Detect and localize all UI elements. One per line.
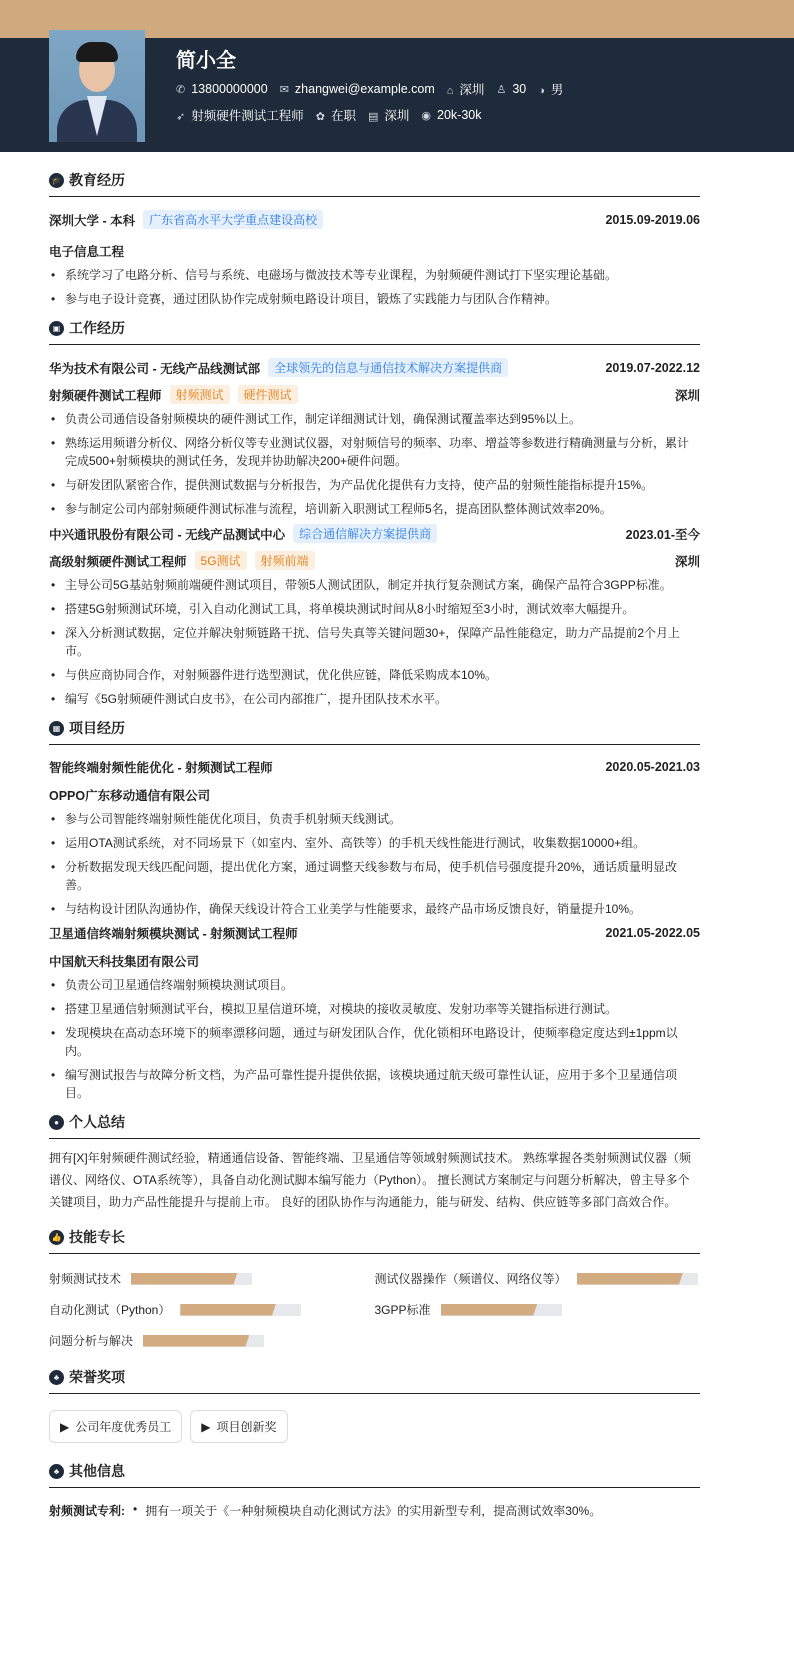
skill-bar	[143, 1335, 264, 1347]
company-tag: 全球领先的信息与通信技术解决方案提供商	[268, 358, 508, 377]
user-icon: ●	[49, 1115, 64, 1130]
projects-section	[49, 718, 700, 1102]
phone-icon: ✆	[176, 84, 186, 96]
award-label: 项目创新奖	[216, 1420, 277, 1434]
date: 2020.05-2021.03	[605, 760, 700, 774]
skill-bar	[180, 1304, 301, 1316]
skill-tag: 射频前端	[255, 551, 315, 570]
section-title: 项目经历	[69, 720, 125, 736]
briefcase-icon: ▣	[49, 321, 64, 336]
award-item	[190, 1410, 287, 1443]
age-icon: ♙	[496, 84, 507, 96]
list-item: • 熟练运用频谱分析仪、网络分析仪等专业测试仪器，对射频信号的频率、功率、增益等参数进行精确测量与分析，累计完成500+射频模块的测试任务，发现并协助解决200+硬件问题。	[49, 434, 700, 470]
skill-item	[49, 1301, 375, 1318]
skill-bar	[131, 1273, 252, 1285]
grid-icon: ▦	[49, 721, 64, 736]
skill-item	[375, 1301, 701, 1318]
list-item: • 发现模块在高动态环境下的频率漂移问题，通过与研发团队合作，优化锁相环电路设计，使频率稳定度达到±1ppm以内。	[49, 1024, 700, 1060]
list-item: • 搭建卫星通信射频测试平台，模拟卫星信道环境，对模块的接收灵敏度、发射功率等关键指标进行测试。	[49, 1000, 700, 1018]
skill-name: 问题分析与解决	[49, 1334, 134, 1348]
project-org: OPPO广东移动通信有限公司	[49, 789, 211, 803]
list-item: • 与结构设计团队沟通协作，确保天线设计符合工业美学与性能要求，最终产品市场反馈良好，销量提升10%。	[49, 900, 700, 918]
summary-text: 拥有[X]年射频硬件测试经验，精通通信设备、智能终端、卫星通信等领域射频测试技术。 熟练掌握各类射频测试仪器（频谱仪、网络仪、OTA系统等），具备自动化测试脚本编写能力（Python）。 擅长测试方案制定与问题分析解决，曾主导多个关键项目，助力产品性能提升与提前上市。 良好的团队协作与沟通能力，能与研发、结构、供应链等多部门高效合作。	[49, 1151, 692, 1209]
resume-body	[49, 170, 700, 1519]
list-item: • 与研发团队紧密合作，提供测试数据与分析报告，为产品优化提供有力支持，使产品的射频性能指标提升15%。	[49, 476, 700, 494]
list-item: • 运用OTA测试系统，对不同场景下（如室内、室外、高铁等）的手机天线性能进行测试，收集数据10000+组。	[49, 834, 700, 852]
list-item: • 负责公司卫星通信终端射频模块测试项目。	[49, 976, 700, 994]
role: 高级射频硬件测试工程师	[49, 554, 187, 569]
project-org: 中国航天科技集团有限公司	[49, 955, 200, 969]
gender: 男	[550, 83, 564, 97]
skill-name: 射频测试技术	[49, 1272, 122, 1286]
skill-bar	[577, 1273, 698, 1285]
phone: 13800000000	[191, 82, 268, 96]
skill-bar	[441, 1304, 562, 1316]
location: 深圳	[459, 83, 485, 97]
avatar-photo	[49, 30, 145, 142]
bullet: •	[133, 1502, 138, 1516]
building-icon: ▤	[367, 111, 379, 123]
section-title: 工作经历	[69, 320, 125, 336]
skill-item	[49, 1332, 375, 1349]
play-icon: ▶	[60, 1419, 70, 1434]
list-item: • 编写《5G射频硬件测试白皮书》，在公司内部推广，提升团队技术水平。	[49, 690, 700, 708]
date: 2015.09-2019.06	[605, 212, 700, 227]
skill-bar-fill	[577, 1273, 683, 1285]
skill-item	[375, 1270, 701, 1287]
skill-tag: 射频测试	[170, 385, 230, 404]
other-label: 射频测试专利:	[49, 1504, 125, 1518]
other-text: 拥有一项关于《一种射频模块自动化测试方法》的实用新型专利，提高测试效率30%。	[145, 1504, 602, 1518]
home-icon: ⌂	[446, 85, 454, 97]
gender-icon: ◑	[538, 85, 545, 97]
section-title: 教育经历	[69, 172, 125, 188]
school: 深圳大学 - 本科	[49, 213, 136, 228]
skill-item	[49, 1270, 375, 1287]
skill-bar-fill	[131, 1273, 237, 1285]
section-title: 其他信息	[69, 1463, 125, 1479]
other-section	[49, 1461, 700, 1519]
list-item: • 参与制定公司内部射频硬件测试标准与流程，培训新入职测试工程师5名，提高团队整体测试效率20%。	[49, 500, 700, 518]
list-item: • 分析数据发现天线匹配问题，提出优化方案，通过调整天线参数与布局，使手机信号强度提升20%，通话质量明显改善。	[49, 858, 700, 894]
list-item: • 参与公司智能终端射频性能优化项目，负责手机射频天线测试。	[49, 810, 700, 828]
status-icon: ✿	[315, 111, 325, 123]
play-icon: ▶	[201, 1419, 211, 1434]
salary: 20k-30k	[437, 108, 482, 122]
section-title: 荣誉奖项	[69, 1369, 125, 1385]
skill-name: 自动化测试（Python）	[49, 1303, 171, 1317]
role: 射频硬件测试工程师	[49, 388, 162, 403]
list-item: • 主导公司5G基站射频前端硬件测试项目，带领5人测试团队，制定并执行复杂测试方案，确保产品符合3GPP标准。	[49, 576, 700, 594]
major: 电子信息工程	[49, 245, 125, 259]
section-title: 技能专长	[69, 1229, 125, 1245]
contact-row	[176, 80, 563, 98]
summary-section	[49, 1112, 700, 1213]
mail-icon: ✉	[279, 84, 289, 96]
list-item: • 参与电子设计竞赛，通过团队协作完成射频电路设计项目，锻炼了实践能力与团队合作精神。	[49, 290, 700, 308]
list-item: • 负责公司通信设备射频模块的硬件测试工作，制定详细测试计划，确保测试覆盖率达到95%以上。	[49, 410, 700, 428]
date: 2023.01-至今	[625, 527, 700, 542]
section-title: 个人总结	[69, 1114, 125, 1130]
project-name: 智能终端射频性能优化 - 射频测试工程师	[49, 761, 273, 775]
age: 30	[512, 82, 527, 96]
company: 华为技术有限公司 - 无线产品线测试部	[49, 361, 261, 376]
skill-tag: 硬件测试	[238, 385, 298, 404]
job-row	[176, 106, 481, 124]
skill-name: 3GPP标准	[374, 1303, 431, 1317]
award-icon: ♣	[49, 1370, 64, 1385]
project-name: 卫星通信终端射频模块测试 - 射频测试工程师	[49, 927, 298, 941]
list-item: • 与供应商协同合作，对射频器件进行选型测试，优化供应链，降低采购成本10%。	[49, 666, 700, 684]
award-label: 公司年度优秀员工	[75, 1420, 172, 1434]
email: zhangwei@example.com	[294, 82, 435, 96]
job-city: 深圳	[384, 109, 410, 123]
city: 深圳	[674, 554, 700, 569]
awards-section	[49, 1367, 700, 1443]
school-tag: 广东省高水平大学重点建设高校	[143, 210, 323, 229]
list-item: • 编写测试报告与故障分析文档，为产品可靠性提升提供依据，该模块通过航天级可靠性认证，应用于多个卫星通信项目。	[49, 1066, 700, 1102]
date: 2019.07-2022.12	[605, 360, 700, 375]
list-item: • 深入分析测试数据，定位并解决射频链路干扰、信号失真等关键问题30+，保障产品性能稳定，助力产品提前2个月上市。	[49, 624, 700, 660]
graduation-icon: 🎓	[49, 173, 64, 188]
work-section	[49, 318, 700, 708]
send-icon: ➶	[176, 111, 186, 123]
education-section	[49, 170, 700, 308]
skills-section	[49, 1227, 700, 1349]
info-icon: ♣	[49, 1464, 64, 1479]
salary-icon: ◉	[421, 110, 431, 122]
candidate-name: 简小全	[176, 50, 236, 72]
list-item: • 系统学习了电路分析、信号与系统、电磁场与微波技术等专业课程，为射频硬件测试打下坚实理论基础。	[49, 266, 700, 284]
skill-tag: 5G测试	[195, 551, 247, 570]
skill-bar-fill	[441, 1304, 538, 1316]
city: 深圳	[674, 388, 700, 403]
thumbs-up-icon: 👍	[49, 1230, 64, 1245]
list-item: • 搭建5G射频测试环境，引入自动化测试工具，将单模块测试时间从8小时缩短至3小时，测试效率大幅提升。	[49, 600, 700, 618]
company: 中兴通讯股份有限公司 - 无线产品测试中心	[49, 527, 286, 542]
job-title: 射频硬件测试工程师	[191, 109, 304, 123]
job-status: 在职	[330, 109, 356, 123]
company-tag: 综合通信解决方案提供商	[293, 524, 437, 543]
date: 2021.05-2022.05	[605, 926, 700, 940]
skill-bar-fill	[180, 1304, 276, 1316]
skill-name: 测试仪器操作（频谱仪、网络仪等）	[374, 1272, 567, 1286]
skill-bar-fill	[143, 1335, 249, 1347]
award-item	[49, 1410, 182, 1443]
